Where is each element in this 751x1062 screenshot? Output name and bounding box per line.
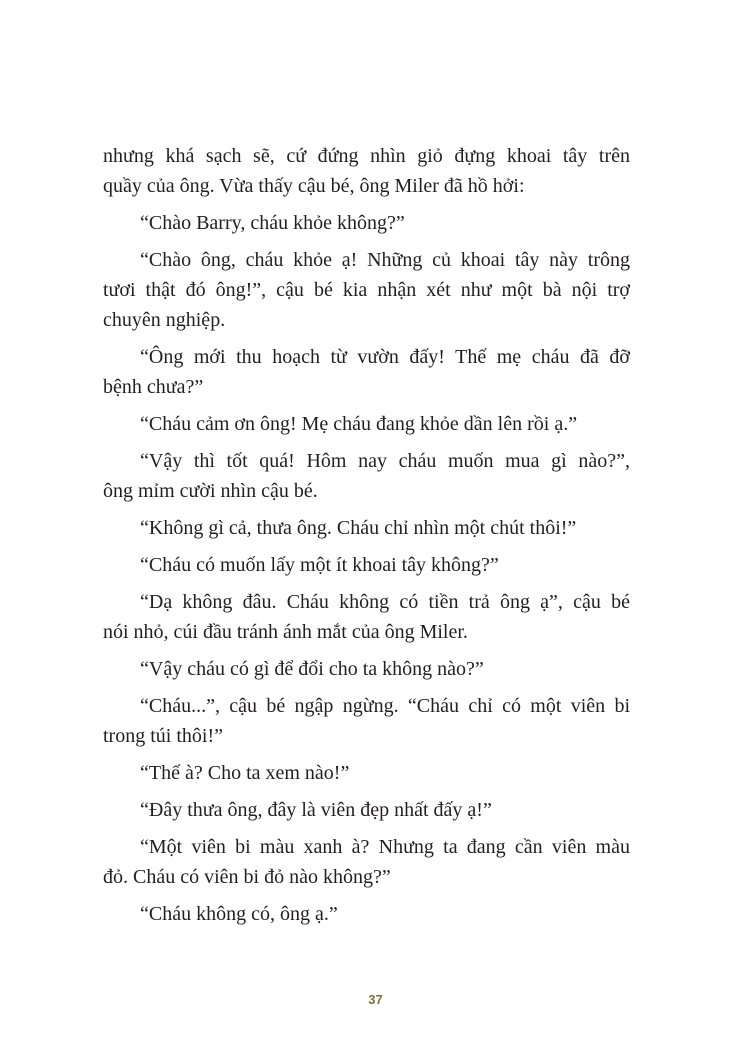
text-line: “Cháu có muốn lấy một ít khoai tây không?” <box>140 554 499 576</box>
text-line: chuyên nghiệp. <box>103 309 226 331</box>
paragraph <box>103 654 630 684</box>
paragraph <box>103 141 630 201</box>
text-line: bệnh chưa?” <box>103 376 204 398</box>
paragraph <box>103 899 630 929</box>
body-text <box>103 141 630 936</box>
text-line: “Cháu...”, cậu bé ngập ngừng. “Cháu chỉ có một viên bi <box>140 695 630 717</box>
text-line: nhưng khá sạch sẽ, cứ đứng nhìn giỏ đựng khoai tây trên <box>103 145 630 167</box>
text-line: ông mỉm cười nhìn cậu bé. <box>103 480 318 502</box>
paragraph <box>103 342 630 402</box>
paragraph <box>103 513 630 543</box>
paragraph <box>103 795 630 825</box>
paragraph <box>103 409 630 439</box>
text-line: quầy của ông. Vừa thấy cậu bé, ông Miler đã hồ hởi: <box>103 175 525 197</box>
paragraph <box>103 245 630 335</box>
text-line: “Chào ông, cháu khỏe ạ! Những củ khoai tây này trông <box>140 249 630 271</box>
paragraph <box>103 691 630 751</box>
text-line: “Thế à? Cho ta xem nào!” <box>140 762 350 784</box>
text-line: “Dạ không đâu. Cháu không có tiền trả ông ạ”, cậu bé <box>140 591 630 613</box>
paragraph <box>103 587 630 647</box>
text-line: “Không gì cả, thưa ông. Cháu chỉ nhìn một chút thôi!” <box>140 517 577 539</box>
text-line: “Cháu không có, ông ạ.” <box>140 903 338 925</box>
paragraph <box>103 832 630 892</box>
text-line: “Đây thưa ông, đây là viên đẹp nhất đấy ạ!” <box>140 799 492 821</box>
paragraph <box>103 446 630 506</box>
page-number: 37 <box>368 992 383 1007</box>
text-line: trong túi thôi!” <box>103 725 223 747</box>
text-line: “Vậy cháu có gì để đổi cho ta không nào?” <box>140 658 484 680</box>
text-line: “Chào Barry, cháu khỏe không?” <box>140 212 405 234</box>
paragraph <box>103 758 630 788</box>
paragraph <box>103 550 630 580</box>
text-line: tươi thật đó ông!”, cậu bé kia nhận xét như một bà nội trợ <box>103 279 630 301</box>
text-line: “Cháu cảm ơn ông! Mẹ cháu đang khỏe dần lên rồi ạ.” <box>140 413 578 435</box>
text-line: nói nhỏ, cúi đầu tránh ánh mắt của ông Miler. <box>103 621 468 643</box>
text-line: “Ông mới thu hoạch từ vườn đấy! Thế mẹ cháu đã đỡ <box>140 346 630 368</box>
text-line: đỏ. Cháu có viên bi đỏ nào không?” <box>103 866 391 888</box>
text-line: “Một viên bi màu xanh à? Nhưng ta đang cần viên màu <box>140 836 630 858</box>
paragraph <box>103 208 630 238</box>
text-line: “Vậy thì tốt quá! Hôm nay cháu muốn mua gì nào?”, <box>140 450 630 472</box>
